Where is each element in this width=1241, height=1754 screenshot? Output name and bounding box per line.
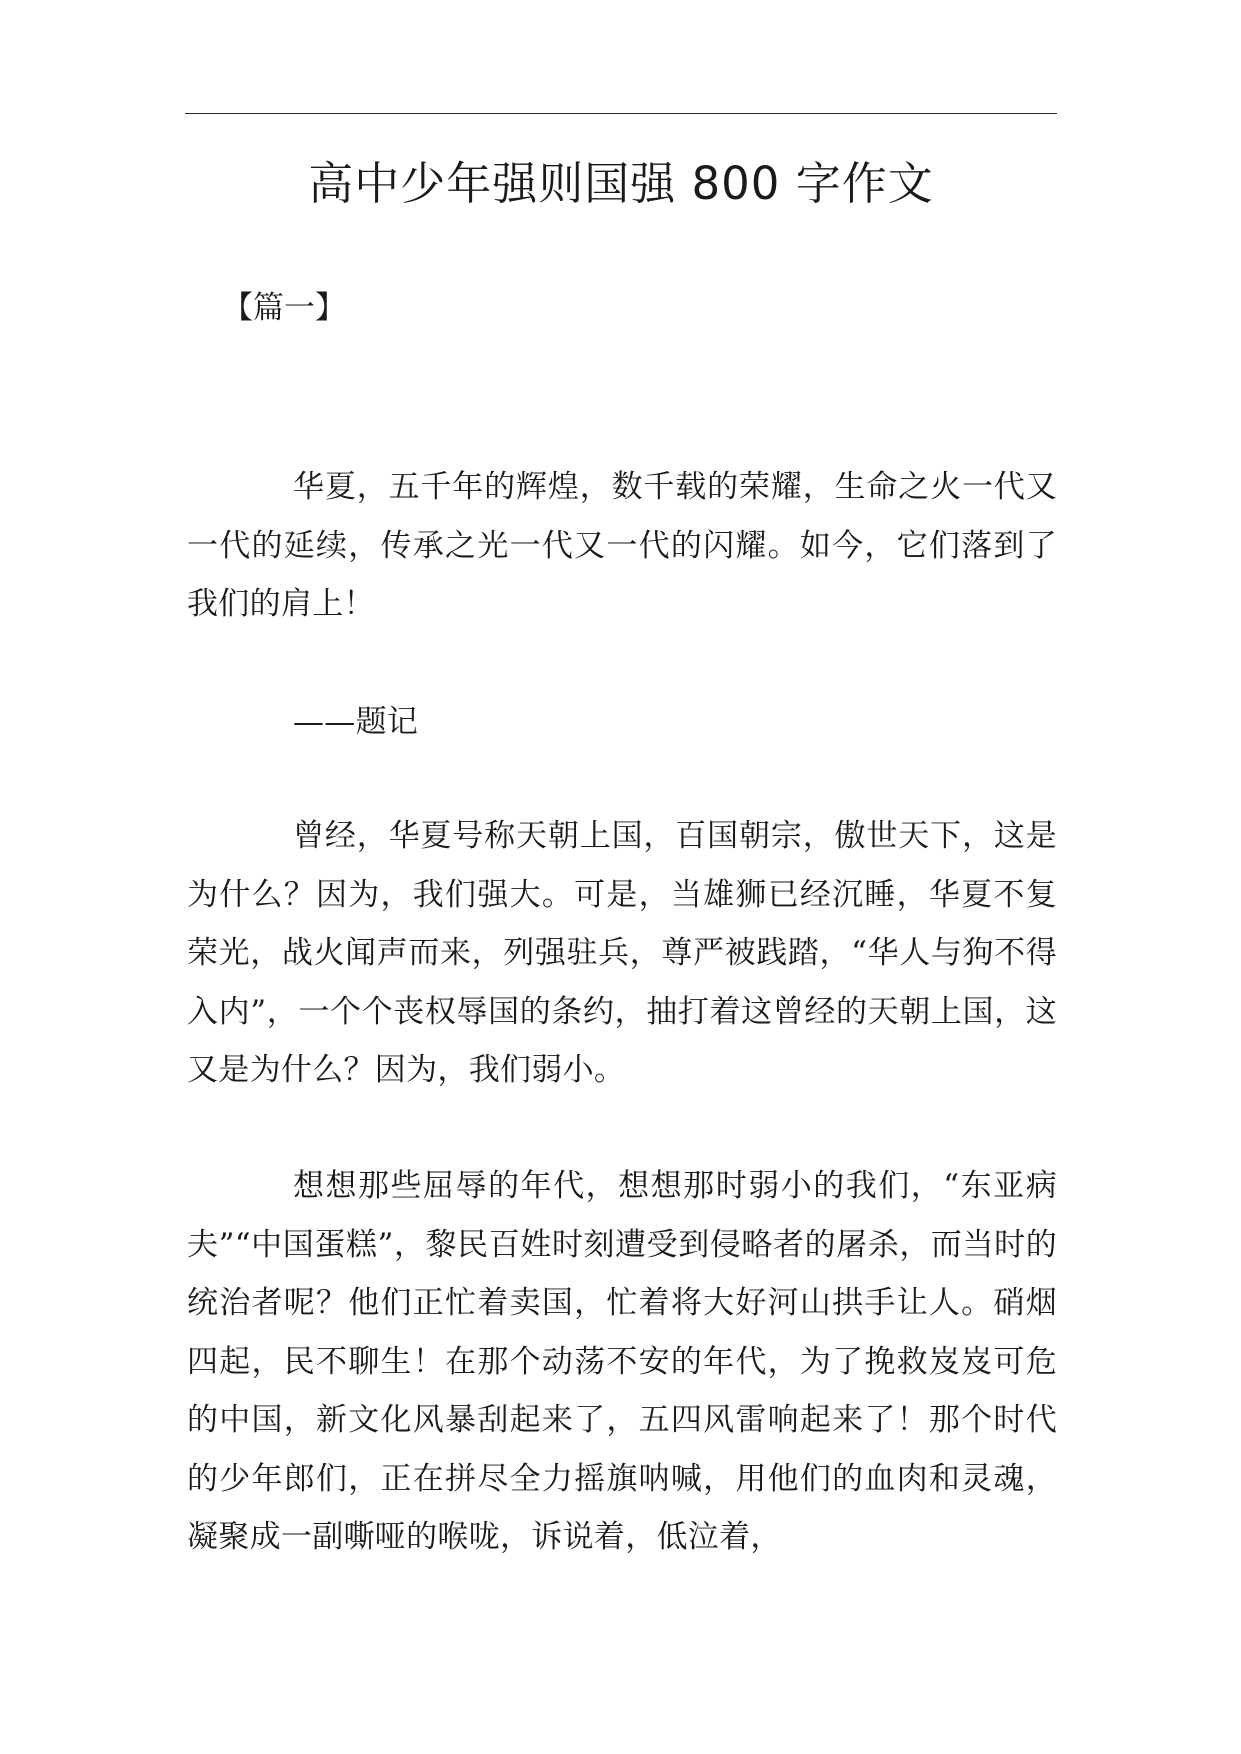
- paragraph-history: 曾经，华夏号称天朝上国，百国朝宗，傲世天下，这是为什么？因为，我们强大。可是，当雄狮已经沉睡，华夏不复荣光，战火闻声而来，列强驻兵，尊严被践踏，“华人与狗不得入内”，一个个丧权辱国的条约，抽打着这曾经的天朝上国，这又是为什么？因为，我们弱小。: [187, 818, 1057, 1088]
- header-rule: [185, 113, 1057, 114]
- paragraph-inscription: ——题记: [293, 704, 419, 740]
- paragraph-preface: 华夏，五千年的辉煌，数千载的荣耀，生命之火一代又一代的延续，传承之光一代又一代的闪耀。如今，它们落到了我们的肩上！: [187, 469, 1057, 622]
- paragraph-humiliation: 想想那些屈辱的年代，想想那时弱小的我们，“东亚病夫”“中国蛋糕”，黎民百姓时刻遭受到侵略者的屠杀，而当时的统治者呢？他们正忙着卖国，忙着将大好河山拱手让人。硝烟四起，民不聊生！在那个动荡不安的年代，为了挽救岌岌可危的中国，新文化风暴刮起来了，五四风雷响起来了！那个时代的少年郎们，正在拼尽全力摇旗呐喊，用他们的血肉和灵魂，凝聚成一副嘶哑的喉咙，诉说着，低泣着，: [187, 1168, 1057, 1555]
- document-title: 高中少年强则国强 800 字作文: [308, 157, 934, 210]
- section-label: 【篇一】: [222, 290, 346, 326]
